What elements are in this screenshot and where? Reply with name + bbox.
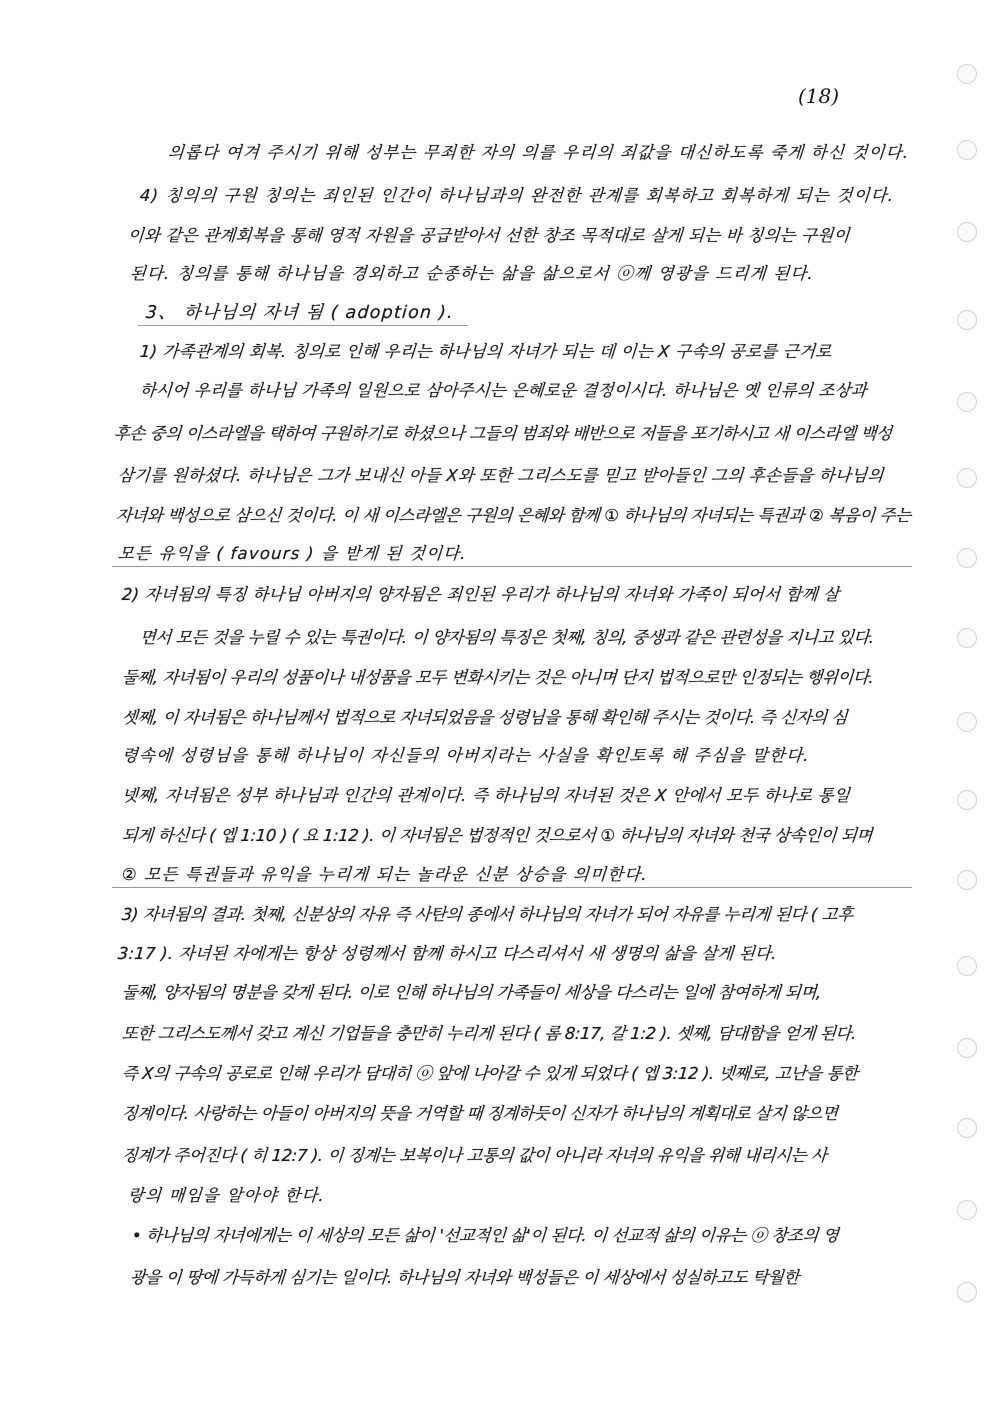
punch-hole-icon (957, 790, 977, 810)
punch-hole-icon (957, 140, 977, 160)
text-line: 4) 칭의의 구원 칭의는 죄인된 인간이 하나님과의 완전한 관계를 회복하고 회복하게 되는 것이다. (139, 186, 895, 205)
text-line: • 하나님의 자녀에게는 이 세상의 모든 삶이 '선교적인 삶'이 된다. 이 선교적 삶의 이유는 ⓞ 창조의 영 (131, 1226, 840, 1245)
text-line: 징계이다. 사랑하는 아들이 아버지의 뜻을 거역할 때 징계하듯이 신자가 하나님의 계획대로 살지 않으면 (121, 1104, 839, 1123)
punch-hole-icon (957, 1282, 977, 1302)
punch-hole-icon (957, 310, 977, 330)
punch-hole-icon (957, 222, 977, 242)
text-line: 이와 같은 관계회복을 통해 영적 자원을 공급받아서 선한 창조 목적대로 살게 되는 바 칭의는 구원이 (127, 226, 851, 245)
text-line: 둘째, 양자됨의 명분을 갖게 된다. 이로 인해 하나님의 가족들이 세상을 다스리는 일에 참여하게 되며, (121, 983, 822, 1002)
section-heading: 3、 하나님의 자녀 됨 ( adoption ). (145, 303, 455, 323)
punch-hole-icon (957, 956, 977, 976)
text-line: 셋째, 이 자녀됨은 하나님께서 법적으로 자녀되었음을 성령님을 통해 확인해 주시는 것이다. 즉 신자의 심 (121, 708, 848, 727)
paragraph-divider (112, 887, 912, 888)
text-line: 령속에 성령님을 통해 하나님이 자신들의 아버지라는 사실을 확인토록 해 주심을 말한다. (121, 746, 811, 765)
text-line: 되게 하신다 ( 엡 1:10 ) ( 요 1:12 ). 이 자녀됨은 법정적인 것으로서 ① 하나님의 자녀와 천국 상속인이 되며 (121, 826, 873, 845)
text-line: 자녀와 백성으로 삼으신 것이다. 이 새 이스라엘은 구원의 은혜와 함께 ① 하나님의 자녀되는 특권과 ② 복음이 주는 (115, 506, 912, 525)
text-line: 3) 자녀됨의 결과. 첫째, 신분상의 자유 즉 사탄의 종에서 하나님의 자녀가 되어 자유를 누리게 된다 ( 고후 (121, 905, 854, 924)
text-line: 넷째, 자녀됨은 성부 하나님과 인간의 관계이다. 즉 하나님의 자녀된 것은 X 안에서 모두 하나로 통일 (121, 786, 851, 805)
punch-hole-icon (957, 628, 977, 648)
heading-underline (138, 325, 468, 326)
text-line: 의롭다 여겨 주시기 위해 성부는 무죄한 자의 의를 우리의 죄값을 대신하도록 죽게 하신 것이다. (167, 143, 911, 162)
punch-hole-icon (957, 392, 977, 412)
text-line: 둘째, 자녀됨이 우리의 성품이나 내성품을 모두 변화시키는 것은 아니며 단지 법적으로만 인정되는 행위이다. (121, 668, 875, 687)
punch-hole-icon (957, 1200, 977, 1220)
text-line: 광을 이 땅에 가득하게 심기는 일이다. 하나님의 자녀와 백성들은 이 세상에서 성실하고도 탁월한 (129, 1268, 800, 1287)
text-line: ② 모든 특권들과 유익을 누리게 되는 놀라운 신분 상승을 의미한다. (121, 865, 649, 884)
punch-hole-icon (957, 870, 977, 890)
text-line: 랑의 매임을 알아야 한다. (127, 1186, 326, 1205)
text-line: 면서 모든 것을 누릴 수 있는 특권이다. 이 양자됨의 특징은 첫째, 칭의, 중생과 같은 관련성을 지니고 있다. (139, 628, 875, 647)
punch-hole-icon (957, 468, 977, 488)
text-line: 또한 그리스도께서 갖고 계신 기업들을 충만히 누리게 된다 ( 롬 8:17, 갈 1:2 ). 셋째, 담대함을 얻게 된다. (121, 1024, 857, 1043)
text-line: 모든 유익을 ( favours ) 을 받게 된 것이다. (117, 544, 468, 563)
text-line: 3:17 ). 자녀된 자에게는 항상 성령께서 함께 하시고 다스리셔서 새 생명의 삶을 살게 된다. (117, 944, 778, 963)
text-line: 하시어 우리를 하나님 가족의 일원으로 삼아주시는 은혜로운 결정이시다. 하나님은 옛 인류의 조상과 (139, 381, 868, 400)
punch-hole-icon (957, 712, 977, 732)
paragraph-divider (112, 566, 912, 567)
punch-hole-icon (957, 1118, 977, 1138)
text-line: 1) 가족관계의 회복. 칭의로 인해 우리는 하나님의 자녀가 되는 데 이는 X 구속의 공로를 근거로 (139, 342, 833, 361)
page-number: (18) (798, 84, 840, 108)
binder-holes (951, 0, 983, 1401)
text-line: 삼기를 원하셨다. 하나님은 그가 보내신 아들 X와 또한 그리스도를 믿고 받아들인 그의 후손들을 하나님의 (117, 466, 885, 485)
punch-hole-icon (957, 548, 977, 568)
text-line: 된다. 칭의를 통해 하나님을 경외하고 순종하는 삶을 삶으로서 ⓞ께 영광을 드리게 된다. (129, 264, 815, 283)
text-line: 후손 중의 이스라엘을 택하여 구원하기로 하셨으나 그들의 범죄와 배반으로 저들을 포기하시고 새 이스라엘 백성 (113, 424, 893, 443)
text-line: 2) 자녀됨의 특징 하나님 아버지의 양자됨은 죄인된 우리가 하나님의 자녀와 가족이 되어서 함께 살 (121, 585, 841, 604)
text-line: 징계가 주어진다 ( 히 12:7 ). 이 징계는 보복이나 고통의 값이 아니라 자녀의 유익을 위해 내리시는 사 (121, 1146, 828, 1165)
punch-hole-icon (957, 64, 977, 84)
punch-hole-icon (957, 1038, 977, 1058)
text-line: 즉 X의 구속의 공로로 인해 우리가 담대히 ⓞ 앞에 나아갈 수 있게 되었다 ( 엡 3:12 ). 넷째로, 고난을 통한 (121, 1064, 859, 1083)
